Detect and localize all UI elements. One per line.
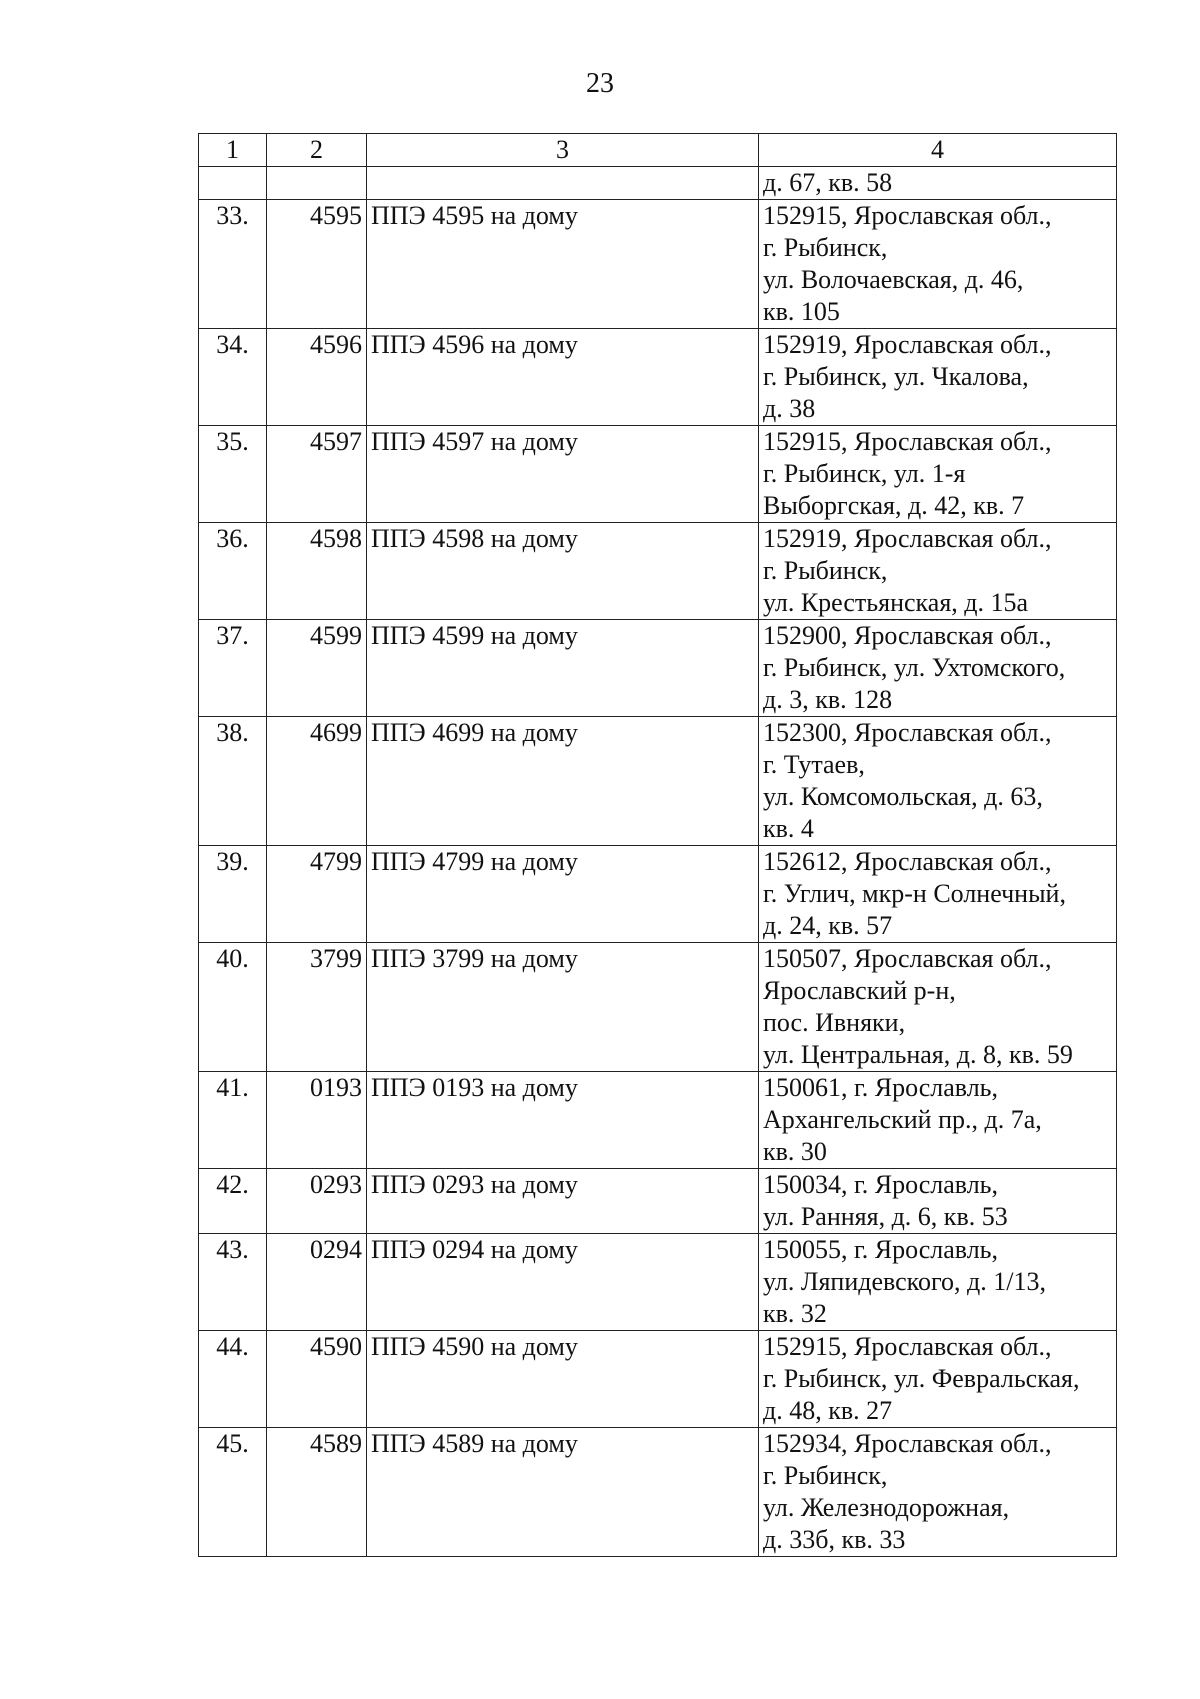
exam-point-code-cell: 4589 — [267, 1428, 367, 1557]
exam-point-code-cell: 4597 — [267, 426, 367, 523]
table-row — [199, 717, 1117, 846]
address-cell — [759, 200, 1117, 329]
continuation-row — [199, 167, 1117, 200]
address-line: пос. Ивняки, — [763, 1008, 906, 1037]
row-number-cell: 44. — [199, 1331, 267, 1428]
address-line: д. 33б, кв. 33 — [763, 1525, 906, 1554]
address-cell — [759, 1169, 1117, 1234]
header-cell-1: 1 — [199, 134, 267, 167]
address-line: г. Рыбинск, ул. Ухтомского, — [763, 653, 1066, 682]
exam-point-code-cell: 0193 — [267, 1072, 367, 1169]
exam-point-code-cell: 3799 — [267, 943, 367, 1072]
continuation-code-cell — [267, 167, 367, 200]
address-cell — [759, 1428, 1117, 1557]
header-cell-2: 2 — [267, 134, 367, 167]
address-line: г. Тутаев, — [763, 750, 865, 779]
address-cell — [759, 1234, 1117, 1331]
exam-points-table — [198, 133, 1117, 1557]
table-row — [199, 846, 1117, 943]
exam-point-code-cell: 4799 — [267, 846, 367, 943]
address-cell — [759, 329, 1117, 426]
exam-point-code-cell: 4590 — [267, 1331, 367, 1428]
exam-point-name-cell: ППЭ 4597 на дому — [367, 426, 759, 523]
exam-point-name-cell: ППЭ 0293 на дому — [367, 1169, 759, 1234]
address-line: 152919, Ярославская обл., — [763, 330, 1052, 359]
table-row — [199, 620, 1117, 717]
page-number: 23 — [586, 68, 614, 99]
address-line: 150061, г. Ярославль, — [763, 1073, 999, 1102]
table-row — [199, 1428, 1117, 1557]
row-number-cell: 37. — [199, 620, 267, 717]
row-number-cell: 41. — [199, 1072, 267, 1169]
address-line: ул. Комсомольская, д. 63, — [763, 782, 1043, 811]
address-line: г. Рыбинск, ул. Чкалова, — [763, 362, 1029, 391]
address-line: г. Углич, мкр-н Солнечный, — [763, 879, 1066, 908]
address-line: ул. Центральная, д. 8, кв. 59 — [763, 1040, 1073, 1069]
exam-point-name-cell: ППЭ 4590 на дому — [367, 1331, 759, 1428]
address-line: 152915, Ярославская обл., — [763, 427, 1052, 456]
header-cell-4: 4 — [759, 134, 1117, 167]
exam-point-name-cell: ППЭ 0193 на дому — [367, 1072, 759, 1169]
table-row — [199, 1234, 1117, 1331]
row-number-cell: 33. — [199, 200, 267, 329]
address-line: 150034, г. Ярославль, — [763, 1170, 999, 1199]
exam-point-name-cell: ППЭ 0294 на дому — [367, 1234, 759, 1331]
address-line: ул. Ляпидевского, д. 1/13, — [763, 1267, 1046, 1296]
address-cell — [759, 620, 1117, 717]
address-cell — [759, 523, 1117, 620]
row-number-cell: 42. — [199, 1169, 267, 1234]
table-header-row — [199, 134, 1117, 167]
address-line: д. 3, кв. 128 — [763, 685, 893, 714]
address-line: 152900, Ярославская обл., — [763, 621, 1052, 650]
exam-point-name-cell: ППЭ 3799 на дому — [367, 943, 759, 1072]
exam-point-name-cell: ППЭ 4595 на дому — [367, 200, 759, 329]
exam-point-name-cell: ППЭ 4699 на дому — [367, 717, 759, 846]
address-cell — [759, 846, 1117, 943]
address-line: ул. Ранняя, д. 6, кв. 53 — [763, 1202, 1008, 1231]
address-line: кв. 30 — [763, 1137, 827, 1166]
address-line: ул. Железнодорожная, — [763, 1493, 1010, 1522]
table-row — [199, 200, 1117, 329]
address-cell — [759, 426, 1117, 523]
exam-point-code-cell: 0294 — [267, 1234, 367, 1331]
address-line: г. Рыбинск, — [763, 556, 888, 585]
row-number-cell: 39. — [199, 846, 267, 943]
address-line: Выборгская, д. 42, кв. 7 — [763, 491, 1025, 520]
row-number-cell: 35. — [199, 426, 267, 523]
exam-point-name-cell: ППЭ 4589 на дому — [367, 1428, 759, 1557]
address-cell — [759, 1072, 1117, 1169]
address-line: д. 48, кв. 27 — [763, 1396, 893, 1425]
address-cell — [759, 1331, 1117, 1428]
table-row — [199, 1331, 1117, 1428]
row-number-cell: 34. — [199, 329, 267, 426]
address-line: г. Рыбинск, ул. 1-я — [763, 459, 966, 488]
exam-point-code-cell: 0293 — [267, 1169, 367, 1234]
exam-point-name-cell: ППЭ 4596 на дому — [367, 329, 759, 426]
address-line: 152915, Ярославская обл., — [763, 1332, 1052, 1361]
address-line: д. 67, кв. 58 — [763, 168, 893, 197]
row-number-cell: 38. — [199, 717, 267, 846]
exam-point-code-cell: 4595 — [267, 200, 367, 329]
exam-point-name-cell: ППЭ 4598 на дому — [367, 523, 759, 620]
table-row — [199, 329, 1117, 426]
address-line: Ярославский р-н, — [763, 976, 956, 1005]
exam-point-code-cell: 4699 — [267, 717, 367, 846]
table-row — [199, 1169, 1117, 1234]
row-number-cell: 36. — [199, 523, 267, 620]
row-number-cell: 45. — [199, 1428, 267, 1557]
exam-point-code-cell: 4598 — [267, 523, 367, 620]
address-line: Архангельский пр., д. 7а, — [763, 1105, 1042, 1134]
exam-point-code-cell: 4599 — [267, 620, 367, 717]
exam-point-code-cell: 4596 — [267, 329, 367, 426]
address-cell — [759, 943, 1117, 1072]
row-number-cell: 40. — [199, 943, 267, 1072]
continuation-address-cell — [759, 167, 1117, 200]
address-line: д. 38 — [763, 394, 816, 423]
address-line: 152612, Ярославская обл., — [763, 847, 1052, 876]
address-line: 152915, Ярославская обл., — [763, 201, 1052, 230]
address-line: кв. 105 — [763, 297, 840, 326]
table-row — [199, 523, 1117, 620]
address-line: г. Рыбинск, — [763, 233, 888, 262]
address-line: 150055, г. Ярославль, — [763, 1235, 999, 1264]
table-row — [199, 426, 1117, 523]
row-number-cell: 43. — [199, 1234, 267, 1331]
address-line: д. 24, кв. 57 — [763, 911, 893, 940]
address-cell — [759, 717, 1117, 846]
exam-point-name-cell: ППЭ 4599 на дому — [367, 620, 759, 717]
address-line: 152300, Ярославская обл., — [763, 718, 1052, 747]
address-line: г. Рыбинск, ул. Февральская, — [763, 1364, 1080, 1393]
continuation-num-cell — [199, 167, 267, 200]
table-row — [199, 1072, 1117, 1169]
address-line: кв. 32 — [763, 1299, 827, 1328]
header-cell-3: 3 — [367, 134, 759, 167]
address-line: ул. Крестьянская, д. 15а — [763, 588, 1029, 617]
address-line: 152934, Ярославская обл., — [763, 1429, 1052, 1458]
address-line: 152919, Ярославская обл., — [763, 524, 1052, 553]
continuation-name-cell — [367, 167, 759, 200]
table-row — [199, 943, 1117, 1072]
address-line: г. Рыбинск, — [763, 1461, 888, 1490]
address-line: ул. Волочаевская, д. 46, — [763, 265, 1024, 294]
address-line: 150507, Ярославская обл., — [763, 944, 1052, 973]
address-line: кв. 4 — [763, 814, 814, 843]
exam-point-name-cell: ППЭ 4799 на дому — [367, 846, 759, 943]
